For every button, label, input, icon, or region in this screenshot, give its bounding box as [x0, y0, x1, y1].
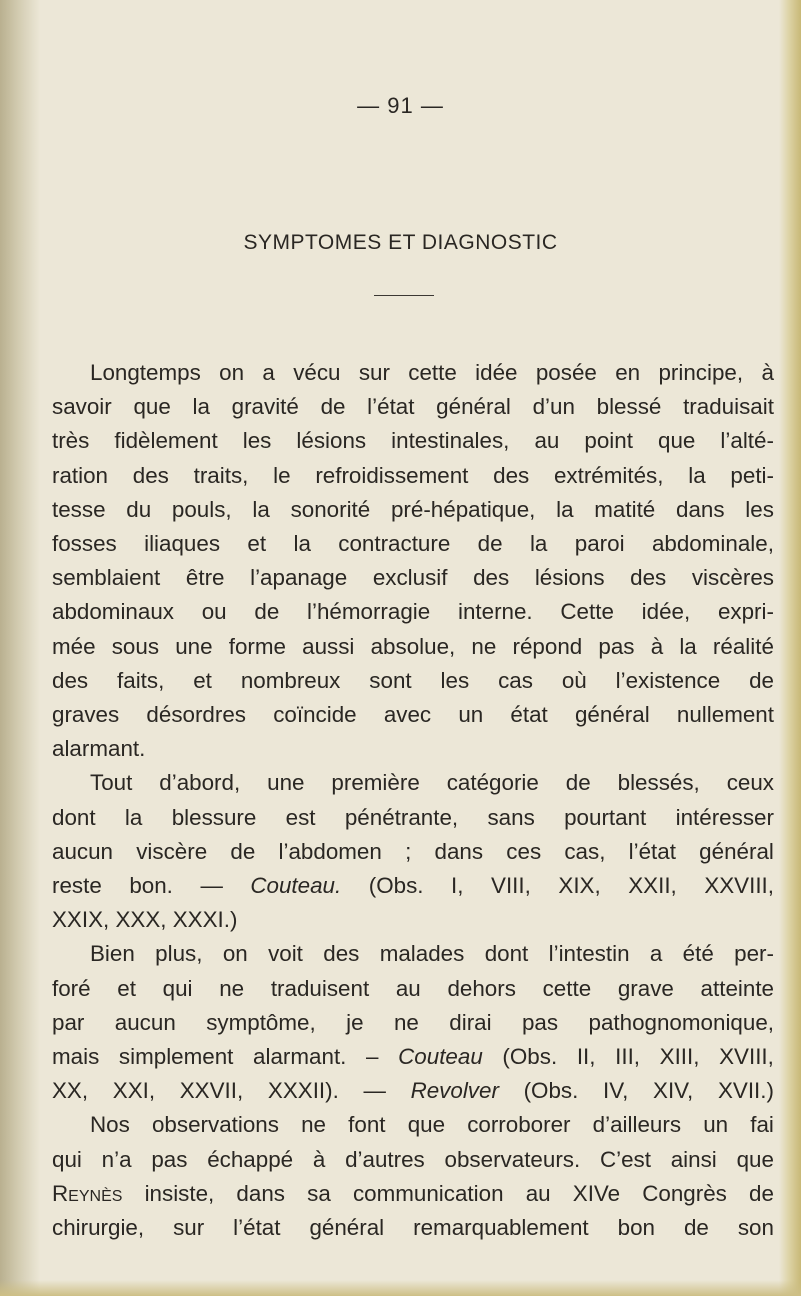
heading-rule	[374, 295, 434, 296]
page-bottom-edge-stain	[0, 1280, 801, 1296]
page-left-edge-shadow	[0, 0, 40, 1296]
text-line: Tout d’abord, une première catégorie de blessés, ceux	[90, 770, 774, 796]
page-right-edge-stain	[779, 0, 801, 1296]
text-line: mais simplement alarmant. – Couteau (Obs. II, III, XIII, XVIII,	[52, 1044, 774, 1070]
text-line: Longtemps on a vécu sur cette idée posée en principe, à	[90, 360, 774, 385]
text-line: Nos observations ne font que corroborer d’ailleurs un fai	[90, 1112, 774, 1138]
text-line: par aucun symptôme, je ne dirai pas pathognomonique,	[52, 1009, 774, 1035]
text-line: très fidèlement les lésions intestinales, au point que l’alté-	[52, 428, 774, 454]
text-line: XXIX, XXX, XXXI.)	[52, 907, 238, 933]
text-line: tesse du pouls, la sonorité pré-hépatique, la matité dans les	[52, 496, 774, 522]
text-line: aucun viscère de l’abdomen ; dans ces cas, l’état général	[52, 838, 774, 864]
text-line: Bien plus, on voit des malades dont l’intestin a été per-	[90, 941, 774, 967]
text-line: chirurgie, sur l’état général remarquablement bon de son	[52, 1215, 774, 1241]
body-text	[52, 356, 774, 1245]
text-line: alarmant.	[52, 736, 146, 762]
text-line: fosses iliaques et la contracture de la paroi abdominale,	[52, 531, 774, 557]
text-line: reste bon. — Couteau. (Obs. I, VIII, XIX, XXII, XXVIII,	[52, 873, 774, 899]
text-line: semblaient être l’apanage exclusif des lésions des viscères	[52, 565, 774, 591]
text-line: foré et qui ne traduisent au dehors cette grave atteinte	[52, 975, 774, 1001]
text-line: savoir que la gravité de l’état général d’un blessé traduisait	[52, 394, 774, 420]
text-line: qui n’a pas échappé à d’autres observateurs. C’est ainsi que	[52, 1146, 774, 1172]
text-line: mée sous une forme aussi absolue, ne répond pas à la réalité	[52, 633, 774, 659]
text-line: des faits, et nombreux sont les cas où l’existence de	[52, 667, 774, 693]
text-line: ration des traits, le refroidissement des extrémités, la peti-	[52, 462, 774, 488]
text-line: graves désordres coïncide avec un état général nullement	[52, 702, 774, 728]
text-line: XX, XXI, XXVII, XXXII). — Revolver (Obs. IV, XIV, XVII.)	[52, 1078, 774, 1104]
text-line: abdominaux ou de l’hémorragie interne. Cette idée, expri-	[52, 599, 774, 625]
section-heading: SYMPTOMES ET DIAGNOSTIC	[243, 231, 558, 254]
text-line: dont la blessure est pénétrante, sans pourtant intéresser	[52, 804, 774, 830]
text-line: Reynès insiste, dans sa communication au XIVe Congrès de	[52, 1180, 774, 1206]
page-number: — 91 —	[357, 93, 444, 118]
